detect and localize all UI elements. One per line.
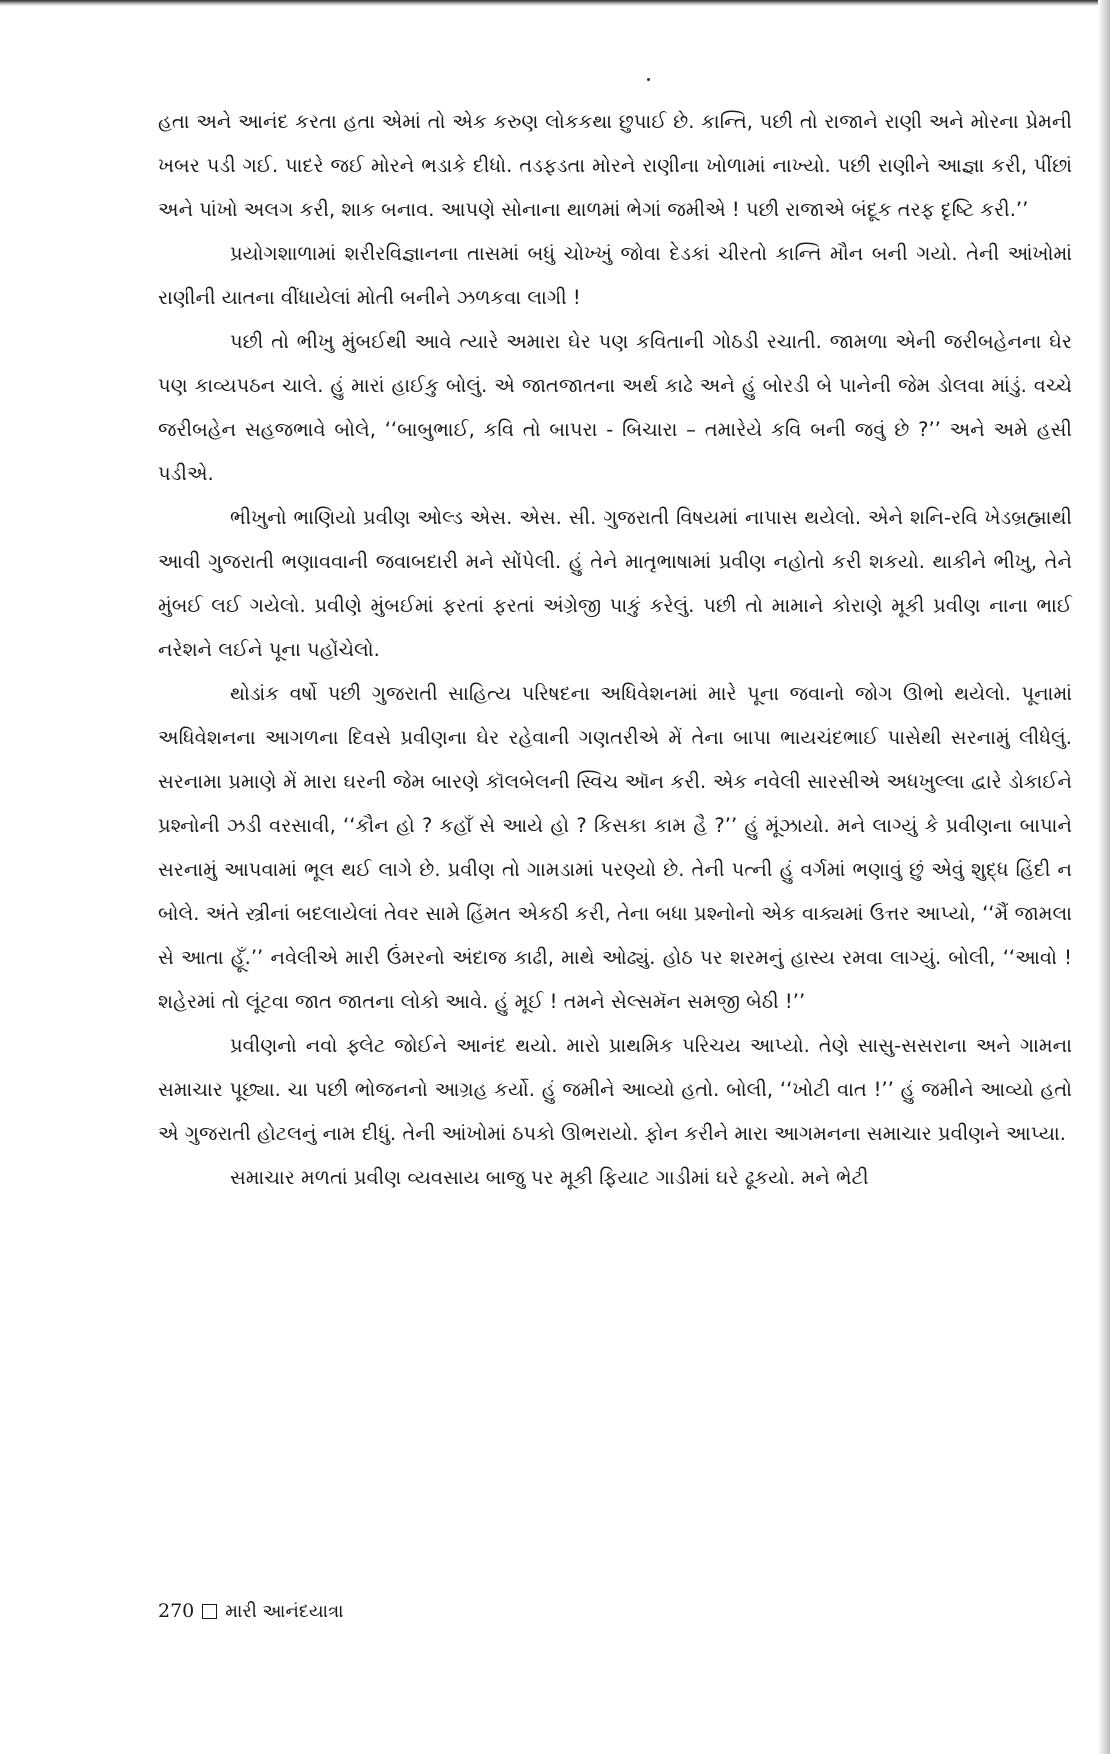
book-title: મારી આનંદયાત્રા xyxy=(225,1600,344,1622)
paragraph-5: થોડાંક વર્ષો પછી ગુજરાતી સાહિત્ય પરિષદના અધિવેશનમાં મારે પૂના જવાનો જોગ ઊભો થયેલો. પૂનામાં અધિવેશનના આગળના દિવસે પ્રવીણના ઘેર રહેવાની ગણતરીએ મેં તેના બાપા ભાયચંદભાઈ પાસેથી સરનામું લીધેલું. સરનામા પ્રમાણે મેં મારા ઘરની જેમ બારણે કૉલબેલની સ્વિચ ઑન કરી. એક નવેલી સારસીએ અધખુલ્લા દ્વારે ડોકાઈને પ્રશ્નોની ઝડી વરસાવી, ‘‘કૌન હો ? કહાઁ સે આયે હો ? કિસકા કામ હૈ ?’’ હું મૂંઝાયો. મને લાગ્યું કે પ્રવીણના બાપાને સરનામું આપવામાં ભૂલ થઈ લાગે છે. પ્રવીણ તો ગામડામાં પરણ્યો છે. તેની પત્ની હું વર્ગમાં ભણાવું છું એવું શુદ્ધ હિંદી ન બોલે. અંતે સ્ત્રીનાં બદલાયેલાં તેવર સામે હિંમત એકઠી કરી, તેના બધા પ્રશ્નોનો એક વાક્યમાં ઉત્તર આપ્યો, ‘‘મૈં જામલા સે આતા હૂઁ.’’ નવેલીએ મારી ઉંમરનો અંદાજ કાઢી, માથે ઓઢ્યું. હોઠ પર શરમનું હાસ્ય રમવા લાગ્યું. બોલી, ‘‘આવો ! શહેરમાં તો લૂંટવા જાત જાતના લોકો આવે. હું મૂઈ ! તમને સેલ્સમૅન સમજી બેઠી !’’ xyxy=(158,682,1072,1013)
scan-shadow-top xyxy=(0,0,1110,6)
paragraph-3: પછી તો ભીખુ મુંબઈથી આવે ત્યારે અમારા ઘેર પણ કવિતાની ગોઠડી રચાતી. જામળા એની જરીબહેનના ઘેર પણ કાવ્યપઠન ચાલે. હું મારાં હાઈકુ બોલું. એ જાતજાતના અર્થ કાઢે અને હું બોરડી બે પાનેની જેમ ડોલવા માંડું. વચ્ચે જરીબહેન સહજભાવે બોલે, ‘‘બાબુભાઈ, કવિ તો બાપરા - બિચારા – તમારેયે કવિ બની જવું છે ?’’ અને અમે હસી પડીએ. xyxy=(158,330,1072,485)
paragraph-1: હતા અને આનંદ કરતા હતા એમાં તો એક કરુણ લોકકથા છુપાઈ છે. કાન્તિ, પછી તો રાજાને રાણી અને મોરના પ્રેમની ખબર પડી ગઈ. પાદરે જઈ મોરને ભડાકે દીધો. તડફડતા મોરને રાણીના ખોળામાં નાખ્યો. પછી રાણીને આજ્ઞા કરી, પીંછાં અને પાંખો અલગ કરી, શાક બનાવ. આપણે સોનાના થાળમાં ભેગાં જમીએ ! પછી રાજાએ બંદૂક તરફ દૃષ્ટિ કરી.’’ xyxy=(158,110,1072,221)
paragraph-2: પ્રયોગશાળામાં શરીરવિજ્ઞાનના તાસમાં બધું ચોખ્ખું જોવા દેડકાં ચીરતો કાન્તિ મૌન બની ગયો. તેની આંખોમાં રાણીની યાતના વીંધાયેલાં મોતી બનીને ઝળકવા લાગી ! xyxy=(158,242,1072,309)
page-footer xyxy=(158,1600,344,1622)
paragraph-4: ભીખુનો ભાણિયો પ્રવીણ ઓલ્ડ એસ. એસ. સી. ગુજરાતી વિષયમાં નાપાસ થયેલો. એને શનિ-રવિ ખેડબ્રહ્માથી આવી ગુજરાતી ભણાવવાની જવાબદારી મને સોંપેલી. હું તેને માતૃભાષામાં પ્રવીણ નહોતો કરી શકયો. થાકીને ભીખુ, તેને મુંબઈ લઈ ગયેલો. પ્રવીણે મુંબઈમાં ફરતાં ફરતાં અંગ્રેજી પાકું કરેલું. પછી તો મામાને કોરાણે મૂકી પ્રવીણ નાના ભાઈ નરેશને લઈને પૂના પહોંચેલો. xyxy=(158,506,1072,661)
page-body xyxy=(158,100,1072,1660)
paragraph-6: પ્રવીણનો નવો ફ્લેટ જોઈને આનંદ થયો. મારો પ્રાથમિક પરિચય આપ્યો. તેણે સાસુ-સસરાના અને ગામના સમાચાર પૂછ્યા. ચા પછી ભોજનનો આગ્રહ કર્યો. હું જમીને આવ્યો હતો. બોલી, ‘‘ખોટી વાત !’’ હું જમીને આવ્યો હતો એ ગુજરાતી હોટલનું નામ દીધું. તેની આંખોમાં ઠપકો ઊભરાયો. ફોન કરીને મારા આગમનના સમાચાર પ્રવીણને આપ્યા. xyxy=(158,1034,1072,1145)
speck xyxy=(647,78,650,81)
scan-shadow-right xyxy=(1098,0,1110,1754)
square-separator-icon xyxy=(202,1604,217,1619)
page-number: 270 xyxy=(158,1600,195,1622)
paragraph-7: સમાચાર મળતાં પ્રવીણ વ્યવસાય બાજુ પર મૂકી ફિયાટ ગાડીમાં ઘરે ઢૂકયો. મને ભેટી xyxy=(230,1166,869,1189)
